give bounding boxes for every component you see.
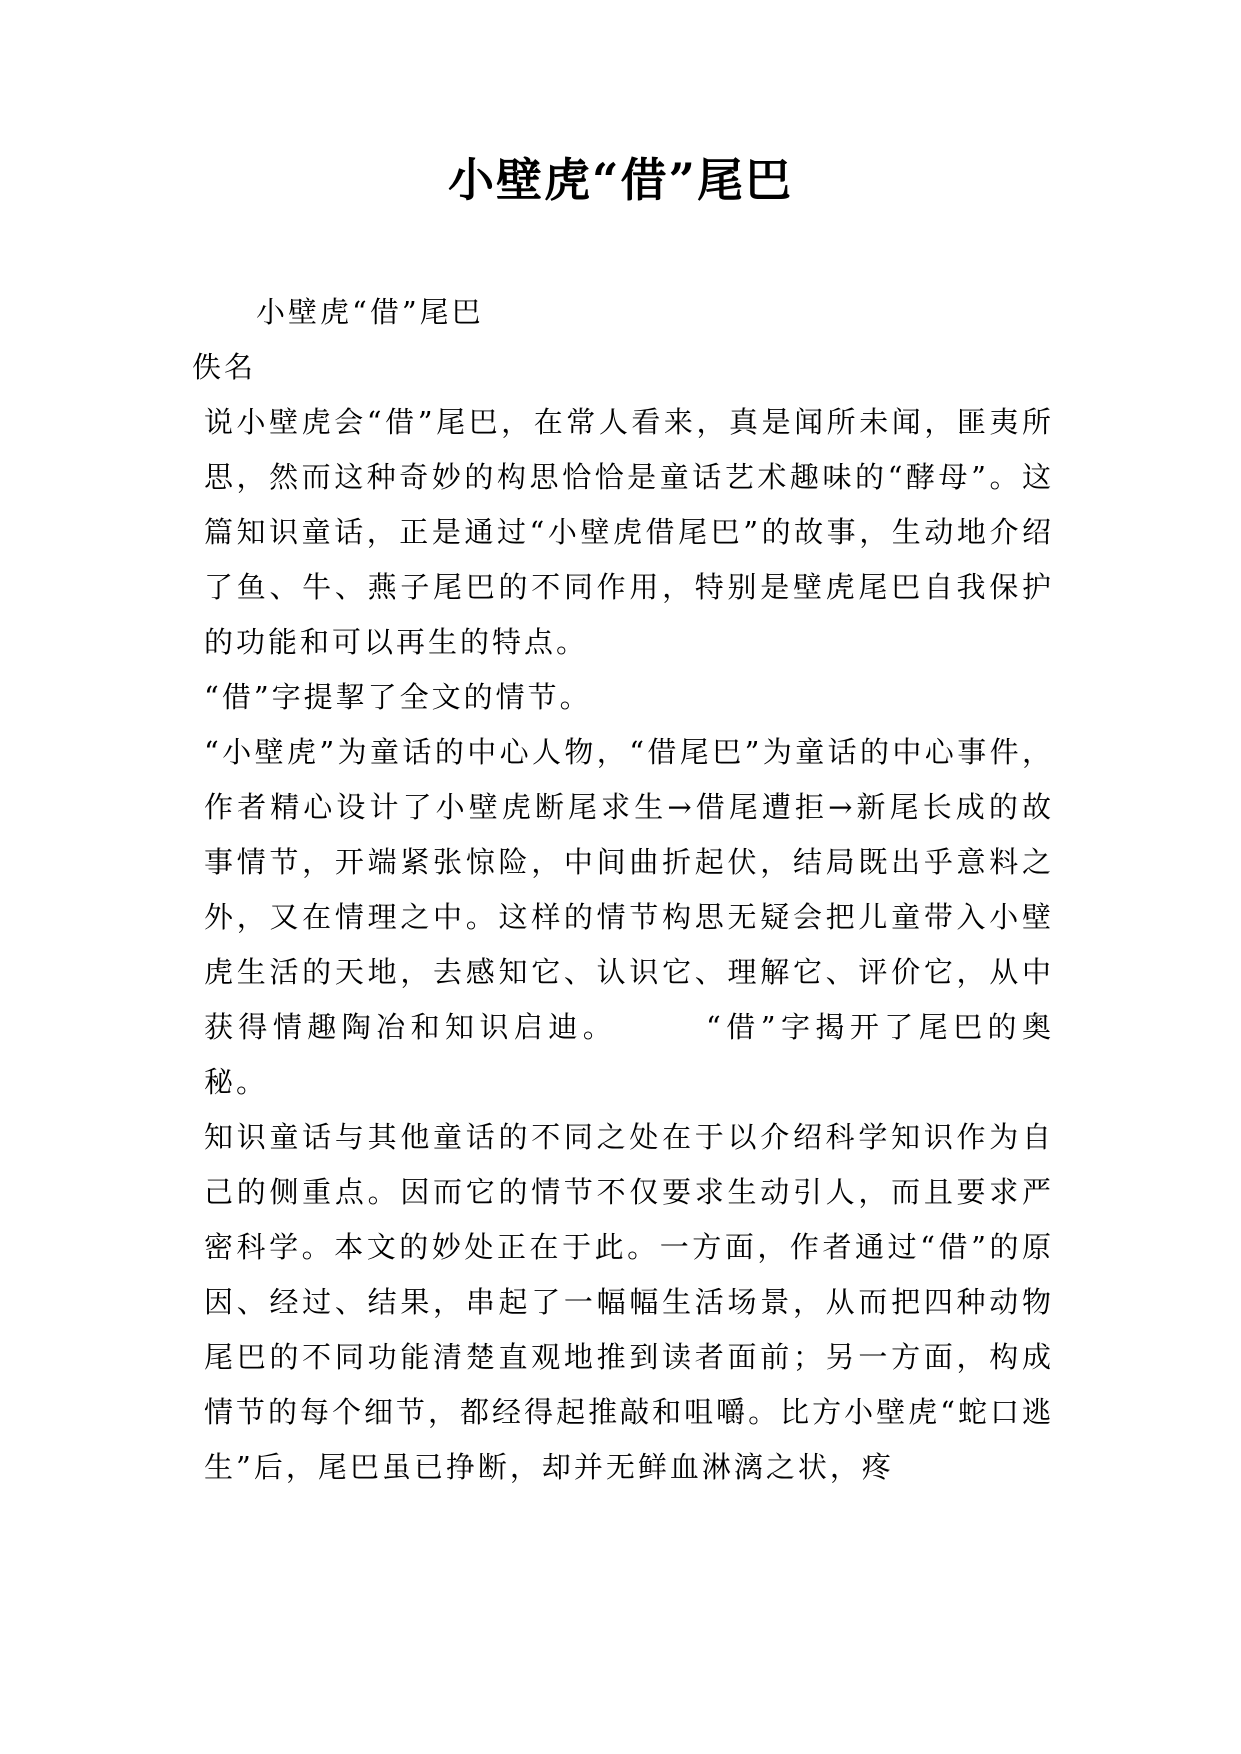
article-author: 佚名 (192, 350, 257, 384)
document-title: 小壁虎“借”尾巴 (448, 153, 793, 207)
document-body (192, 285, 1054, 1495)
paragraph: “借”字提挈了全文的情节。 (204, 680, 592, 714)
paragraph: 说小壁虎会“借”尾巴，在常人看来，真是闻所未闻，匪夷所思，然而这种奇妙的构思恰恰是童话艺术趣味的“酵母”。这篇知识童话，正是通过“小壁虎借尾巴”的故事，生动地介绍了鱼、牛、燕子尾巴的不同作用，特别是壁虎尾巴自我保护的功能和可以再生的特点。 (204, 405, 1054, 659)
paragraph: “小壁虎”为童话的中心人物，“借尾巴”为童话的中心事件，作者精心设计了小壁虎断尾求生→借尾遭拒→新尾长成的故事情节，开端紧张惊险，中间曲折起伏，结局既出乎意料之外，又在情理之中。这样的情节构思无疑会把儿童带入小壁虎生活的天地，去感知它、认识它、理解它、评价它，从中获得情趣陶冶和知识启迪。 “借”字揭开了尾巴的奥秘。 (204, 735, 1054, 1099)
paragraph: 知识童话与其他童话的不同之处在于以介绍科学知识作为自己的侧重点。因而它的情节不仅要求生动引人，而且要求严密科学。本文的妙处正在于此。一方面，作者通过“借”的原因、经过、结果，串起了一幅幅生活场景，从而把四种动物尾巴的不同功能清楚直观地推到读者面前；另一方面，构成情节的每个细节，都经得起推敲和咀嚼。比方小壁虎“蛇口逃生”后，尾巴虽已挣断，却并无鲜血淋漓之状，疼 (204, 1120, 1054, 1484)
article-subtitle: 小壁虎“借”尾巴 (256, 295, 484, 329)
